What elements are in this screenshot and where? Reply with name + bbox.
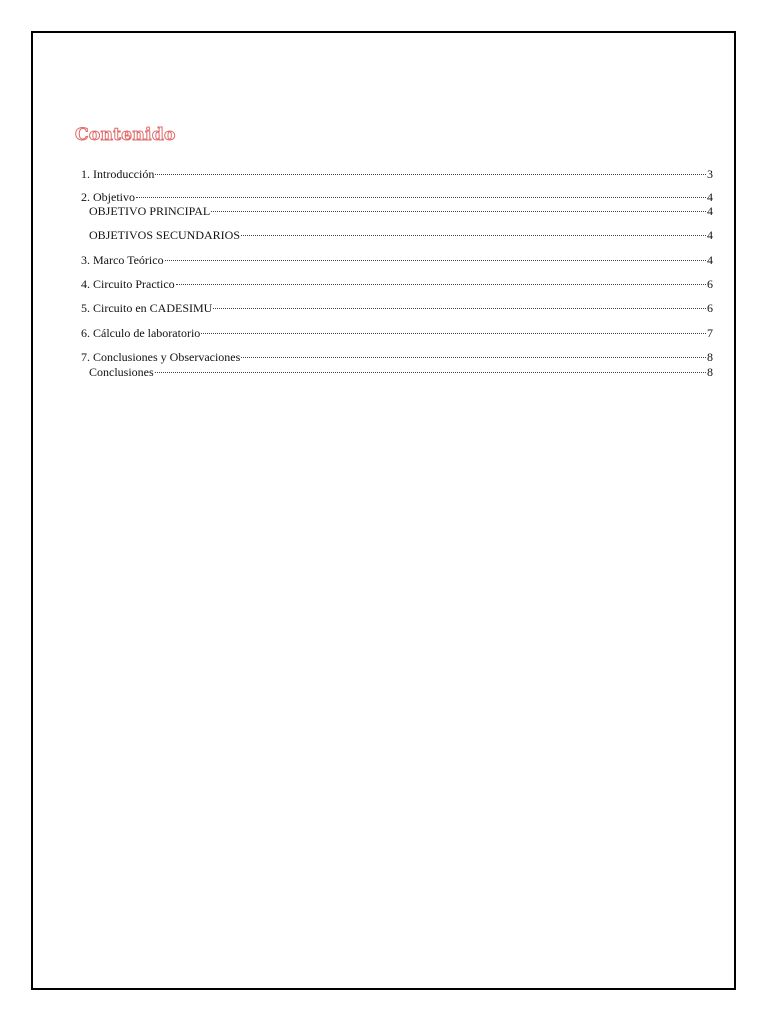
toc-entry-text: 1. Introducción [81,167,155,181]
toc-entry-calculo-laboratorio[interactable] [81,326,713,340]
toc-page-number: 8 [707,365,713,379]
toc-entry-circuito-cadesimu[interactable] [81,301,713,315]
toc-dot-leader [165,260,706,261]
toc-entry-objetivos-secundarios[interactable] [89,228,713,242]
toc-entry-text: OBJETIVO PRINCIPAL [89,204,211,218]
toc-entry-objetivo[interactable] [81,190,713,204]
toc-entry-text: 5. Circuito en CADESIMU [81,301,213,315]
toc-dot-leader [213,308,706,309]
toc-entry-text: Conclusiones [89,365,154,379]
toc-entry-introduccion[interactable] [81,167,713,181]
toc-page-number: 6 [707,301,713,315]
toc-entry-conclusiones[interactable] [89,365,713,379]
toc-dot-leader [241,235,706,236]
toc-title: Contenido [75,125,176,145]
toc-page-number: 6 [707,277,713,291]
toc-page-number: 4 [707,253,713,267]
toc-dot-leader [211,211,706,212]
toc-entry-circuito-practico[interactable] [81,277,713,291]
toc-entry-objetivo-principal[interactable] [89,204,713,218]
toc-dot-leader [136,197,706,198]
toc-page-number: 4 [707,190,713,204]
toc-page-number: 4 [707,204,713,218]
toc-entry-text: 4. Circuito Practico [81,277,175,291]
toc-dot-leader [155,174,706,175]
toc-dot-leader [201,333,706,334]
toc-dot-leader [176,284,706,285]
toc-page-number: 4 [707,228,713,242]
toc-page-number: 8 [707,350,713,364]
toc-entry-conclusiones-observaciones[interactable] [81,350,713,364]
toc-page-number: 7 [707,326,713,340]
toc-entry-text: 7. Conclusiones y Observaciones [81,350,241,364]
toc-entry-text: 2. Objetivo [81,190,135,204]
toc-dot-leader [241,357,706,358]
toc-page-number: 3 [707,167,713,181]
toc-entry-text: 6. Cálculo de laboratorio [81,326,201,340]
toc-entry-text: 3. Marco Teórico [81,253,164,267]
toc-entry-marco-teorico[interactable] [81,253,713,267]
document-page [31,31,736,990]
toc-dot-leader [155,372,706,373]
toc-entry-text: OBJETIVOS SECUNDARIOS [89,228,241,242]
